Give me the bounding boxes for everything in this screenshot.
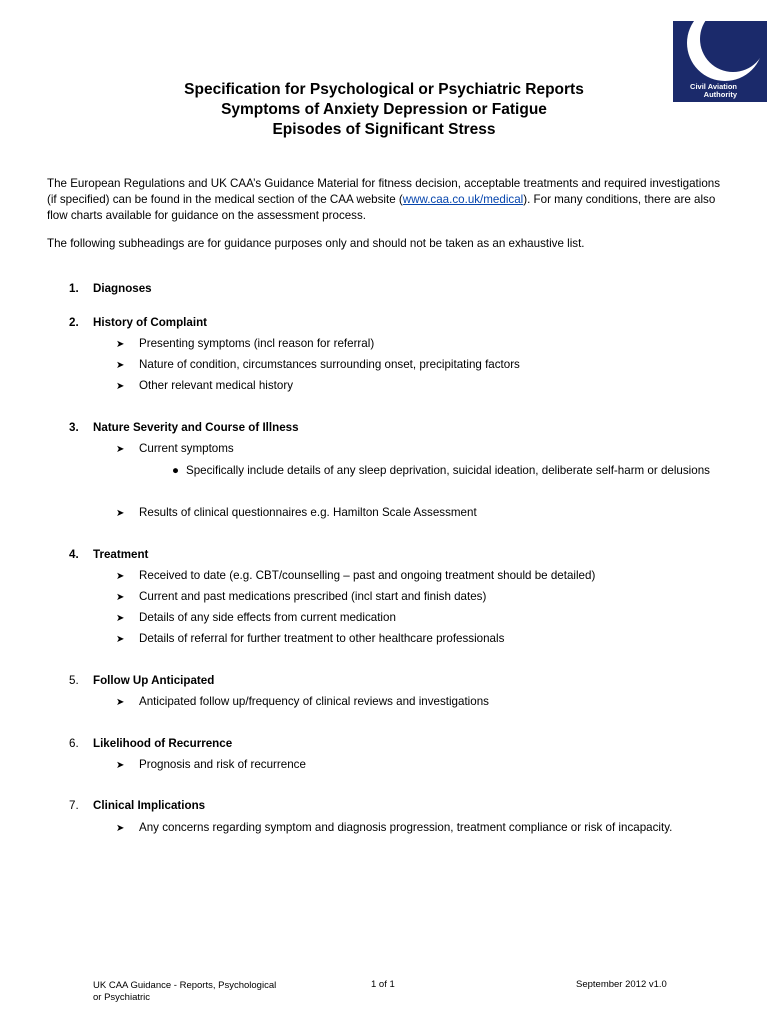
- arrow-bullet-icon: ➤: [116, 508, 125, 519]
- sub-list-item: [172, 460, 722, 481]
- footer-page-number: 1 of 1: [371, 979, 395, 990]
- document-title: [0, 80, 768, 140]
- section-3-number: 3.: [69, 421, 79, 434]
- title-line-1: Specification for Psychological or Psychiatric Reports: [184, 81, 584, 98]
- bullet-text: Prognosis and risk of recurrence: [139, 758, 306, 771]
- section-2-heading: [69, 316, 207, 329]
- list-item: [116, 817, 726, 839]
- arrow-bullet-icon: ➤: [116, 339, 125, 350]
- caa-medical-link[interactable]: www.caa.co.uk/medical: [402, 193, 524, 206]
- footer-left-line-2: or Psychiatric: [93, 992, 151, 1003]
- bullet-text: Received to date (e.g. CBT/counselling – past and ongoing treatment should be detailed): [139, 569, 596, 582]
- footer-date-version: September 2012 v1.0: [576, 979, 667, 990]
- list-item: [116, 607, 726, 629]
- dot-bullet-icon: ●: [172, 464, 180, 477]
- intro-text-before: The European Regulations and UK CAA’s Guidance Material for fitness decision, acceptable treatments and required investigations (if specified) can be found in the medical section of the CAA website (: [47, 177, 721, 206]
- section-1-heading: [69, 282, 152, 295]
- arrow-bullet-icon: ➤: [116, 760, 125, 771]
- arrow-bullet-icon: ➤: [116, 360, 125, 371]
- arrow-bullet-icon: ➤: [116, 613, 125, 624]
- arrow-bullet-icon: ➤: [116, 592, 125, 603]
- footer-left-line-1: UK CAA Guidance - Reports, Psychological: [93, 980, 277, 991]
- intro-paragraph-1: [47, 176, 727, 224]
- section-4-heading: [69, 548, 148, 561]
- bullet-text: Any concerns regarding symptom and diagnosis progression, treatment compliance or risk of incapacity.: [139, 821, 673, 834]
- section-7-heading: [69, 799, 205, 812]
- bullet-text: Presenting symptoms (incl reason for referral): [139, 337, 375, 350]
- section-6-heading: [69, 737, 232, 750]
- bullet-text: Other relevant medical history: [139, 379, 294, 392]
- list-item: [116, 438, 726, 460]
- section-3-heading: [69, 421, 299, 434]
- bullet-text: Nature of condition, circumstances surrounding onset, precipitating factors: [139, 358, 520, 371]
- list-item: [116, 691, 726, 713]
- section-1-title: Diagnoses: [93, 282, 152, 295]
- list-item: [116, 754, 726, 776]
- section-2-number: 2.: [69, 316, 79, 329]
- title-line-2: Symptoms of Anxiety Depression or Fatigue: [221, 101, 547, 118]
- intro-text-after: ). For many conditions, there are also flow charts available for guidance on the assessment process.: [47, 193, 716, 222]
- section-5-heading: [69, 674, 214, 687]
- list-item: [116, 565, 726, 587]
- bullet-text: Details of referral for further treatment to other healthcare professionals: [139, 632, 505, 645]
- section-7-title: Clinical Implications: [93, 799, 206, 812]
- section-2-title: History of Complaint: [93, 316, 208, 329]
- list-item: [116, 586, 726, 608]
- arrow-bullet-icon: ➤: [116, 823, 125, 834]
- section-6-title: Likelihood of Recurrence: [93, 737, 233, 750]
- section-7-number: 7.: [69, 799, 79, 812]
- bullet-text: Details of any side effects from current medication: [139, 611, 396, 624]
- section-6-number: 6.: [69, 737, 79, 750]
- title-line-3: Episodes of Significant Stress: [272, 121, 496, 138]
- section-1-number: 1.: [69, 282, 79, 295]
- arrow-bullet-icon: ➤: [116, 634, 125, 645]
- list-item: [116, 333, 726, 355]
- bullet-text: Current symptoms: [139, 442, 234, 455]
- section-4-number: 4.: [69, 548, 79, 561]
- intro-paragraph-2: The following subheadings are for guidance purposes only and should not be taken as an exhaustive list.: [47, 237, 585, 250]
- list-item: [116, 354, 726, 376]
- section-5-title: Follow Up Anticipated: [93, 674, 215, 687]
- logo-line-2: Authority: [703, 90, 737, 99]
- list-item: [116, 375, 726, 397]
- section-4-title: Treatment: [93, 548, 149, 561]
- bullet-text: Current and past medications prescribed (incl start and finish dates): [139, 590, 487, 603]
- arrow-bullet-icon: ➤: [116, 444, 125, 455]
- section-5-number: 5.: [69, 674, 79, 687]
- section-3-title: Nature Severity and Course of Illness: [93, 421, 299, 434]
- list-item: [116, 502, 726, 524]
- arrow-bullet-icon: ➤: [116, 697, 125, 708]
- bullet-text: Results of clinical questionnaires e.g. Hamilton Scale Assessment: [139, 506, 477, 519]
- bullet-text: Anticipated follow up/frequency of clinical reviews and investigations: [139, 695, 489, 708]
- list-item: [116, 628, 726, 650]
- footer-document-name: [93, 980, 276, 1004]
- sub-bullet-text: Specifically include details of any sleep deprivation, suicidal ideation, deliberate self-harm or delusions: [186, 464, 710, 477]
- logo-line-1: Civil Aviation: [690, 82, 737, 91]
- arrow-bullet-icon: ➤: [116, 571, 125, 582]
- arrow-bullet-icon: ➤: [116, 381, 125, 392]
